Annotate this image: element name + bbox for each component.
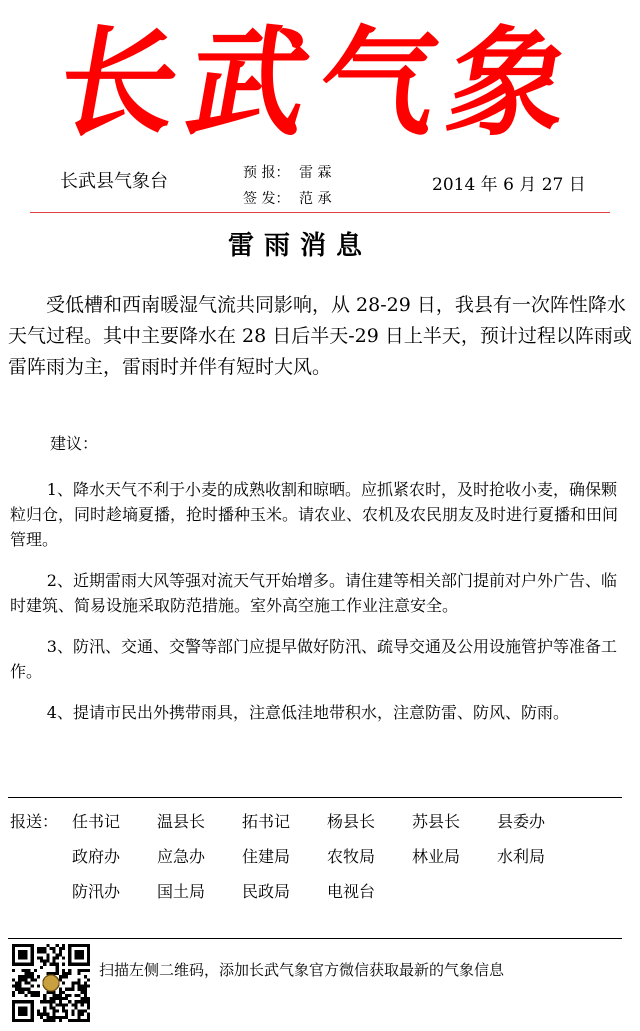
footer-divider bbox=[8, 938, 622, 939]
staff-block bbox=[243, 160, 331, 212]
recipient: 水利局 bbox=[497, 847, 546, 866]
recipient: 应急办 bbox=[157, 847, 206, 866]
advice-list bbox=[10, 477, 630, 741]
distribution-list bbox=[72, 810, 592, 904]
advice-item: 3、防汛、交通、交警等部门应提早做好防汛、疏导交通及公用设施管护等准备工作。 bbox=[10, 637, 617, 681]
recipient: 国土局 bbox=[157, 882, 206, 901]
recipient: 政府办 bbox=[72, 847, 121, 866]
recipient: 苏县长 bbox=[412, 812, 461, 831]
forecaster-name: 雷 霖 bbox=[299, 165, 332, 181]
issuer-name: 范 承 bbox=[299, 191, 332, 207]
recipient: 林业局 bbox=[412, 847, 461, 866]
recipient: 任书记 bbox=[72, 812, 121, 831]
recipient: 温县长 bbox=[157, 812, 206, 831]
issuer-label: 签 发： bbox=[243, 191, 290, 207]
advice-item: 2、近期雷雨大风等强对流天气开始增多。请住建等相关部门提前对户外广告、临时建筑、简易设施采取防范措施。室外高空施工作业注意安全。 bbox=[10, 571, 617, 615]
article-title: 雷雨消息 bbox=[227, 231, 372, 261]
recipient: 电视台 bbox=[327, 882, 376, 901]
distribution-label: 报送： bbox=[10, 812, 59, 831]
advice-item: 4、提请市民出外携带雨具，注意低洼地带积水，注意防雷、防风、防雨。 bbox=[46, 703, 569, 722]
advice-heading: 建议： bbox=[50, 434, 99, 453]
wechat-note: 扫描左侧二维码，添加长武气象官方微信获取最新的气象信息 bbox=[99, 961, 505, 979]
recipient: 农牧局 bbox=[327, 847, 376, 866]
header-divider bbox=[30, 212, 610, 213]
issuing-organization: 长武县气象台 bbox=[60, 171, 168, 192]
recipient: 民政局 bbox=[242, 882, 291, 901]
masthead bbox=[0, 0, 640, 160]
recipient: 县委办 bbox=[497, 812, 546, 831]
recipient: 住建局 bbox=[242, 847, 291, 866]
masthead-title: 长武气象 bbox=[47, 13, 593, 152]
distribution-divider bbox=[8, 797, 622, 798]
recipient: 拓书记 bbox=[242, 812, 291, 831]
forecaster-label: 预 报： bbox=[243, 165, 290, 181]
lead-paragraph: 受低槽和西南暖湿气流共同影响，从 28-29 日，我县有一次阵性降水天气过程。其中主要降水在 28 日后半天-29 日上半天，预计过程以阵雨或雷阵雨为主，雷雨时并伴有短时大风。 bbox=[8, 294, 632, 378]
forecaster-row bbox=[243, 160, 331, 186]
recipient: 杨县长 bbox=[327, 812, 376, 831]
advice-item: 1、降水天气不利于小麦的成熟收割和晾晒。应抓紧农时，及时抢收小麦，确保颗粒归仓，同时趁墒夏播，抢时播种玉米。请农业、农机及农民朋友及时进行夏播和田间管理。 bbox=[10, 480, 619, 549]
publication-date: 2014 年 6 月 27 日 bbox=[432, 175, 586, 195]
issuer-row bbox=[243, 186, 331, 212]
recipient: 防汛办 bbox=[72, 882, 121, 901]
qr-code-icon bbox=[12, 944, 90, 1022]
